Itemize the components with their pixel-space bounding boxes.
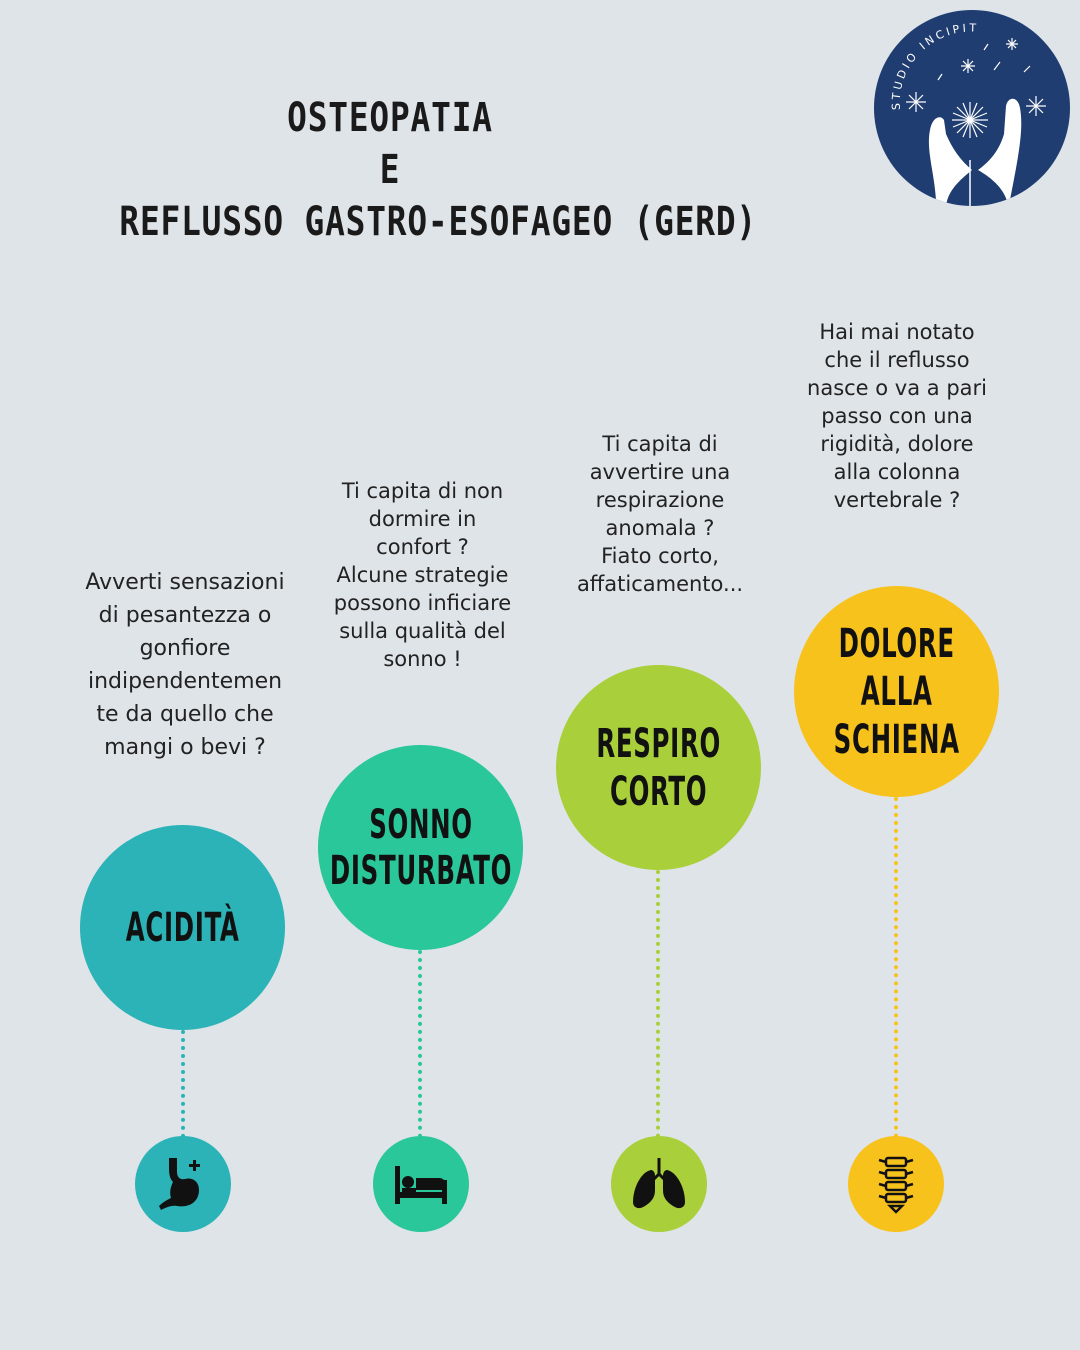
sonno-description: Ti capita di non dormire in confort ? Alcune strategie possono inficiare sulla qualità del sonno ! xyxy=(333,479,512,671)
lungs-icon-circle xyxy=(611,1136,707,1232)
studio-logo xyxy=(874,10,1070,206)
stomach-icon-circle xyxy=(135,1136,231,1232)
sonno-connector xyxy=(418,950,422,1138)
title-line-1: OSTEOPATIA xyxy=(287,95,493,141)
schiena-circle xyxy=(794,586,999,797)
acidita-circle xyxy=(80,825,285,1030)
lungs-icon xyxy=(627,1152,691,1216)
page-title xyxy=(119,92,757,248)
sonno-label: SONNO DISTURBATO xyxy=(329,801,512,894)
bed-icon xyxy=(389,1152,453,1216)
acidita-description: Avverti sensazioni di pesantezza o gonfiore indipendentemen te da quello che mangi o bevi ? xyxy=(85,570,285,760)
hands-dandelion-logo-icon xyxy=(874,10,1070,206)
respiro-description: Ti capita di avvertire una respirazione anomala ? Fiato corto, affaticamento... xyxy=(576,432,744,596)
respiro-circle xyxy=(556,665,761,870)
svg-text:STUDIO INCIPIT: STUDIO INCIPIT xyxy=(889,21,980,111)
acidita-connector xyxy=(181,1030,185,1138)
respiro-label: RESPIRO CORTO xyxy=(596,720,721,815)
bed-icon-circle xyxy=(373,1136,469,1232)
title-line-3: REFLUSSO GASTRO-ESOFAGEO (GERD) xyxy=(119,199,757,245)
schiena-description: Hai mai notato che il reflusso nasce o va a pari passo con una rigidità, dolore alla colonna vertebrale ? xyxy=(807,320,987,512)
sonno-circle xyxy=(318,745,523,950)
acidita-label: ACIDITÀ xyxy=(125,904,240,951)
spine-icon xyxy=(864,1152,928,1216)
respiro-connector xyxy=(656,870,660,1138)
schiena-label: DOLORE ALLA SCHIENA xyxy=(833,620,960,763)
title-line-2: E xyxy=(379,147,401,193)
spine-icon-circle xyxy=(848,1136,944,1232)
stomach-icon xyxy=(151,1152,215,1216)
schiena-connector xyxy=(894,797,898,1138)
